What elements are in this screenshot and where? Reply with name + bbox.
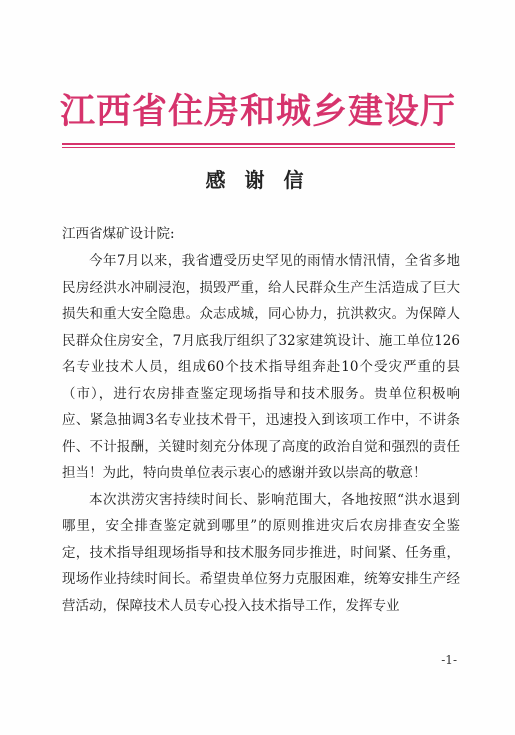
letter-body	[62, 248, 460, 619]
letterhead-rule-thin	[62, 147, 455, 148]
page-number: -1-	[441, 653, 457, 667]
document-title: 感 谢 信	[205, 168, 310, 192]
salutation: 江西省煤矿设计院:	[62, 226, 175, 242]
letterhead-rule-thick	[62, 143, 455, 145]
body-paragraph: 本次洪涝灾害持续时间长、影响范围大，各地按照“洪水退到哪里，安全排查鉴定就到哪里”的原则推进灾后农房排查安全鉴定，技术指导组现场指导和技术服务同步推进，时间紧、任务重，现场作业持续时间长。希望贵单位努力克服困难，统筹安排生产经营活动，保障技术人员专心投入技术指导工作，发挥专业	[62, 491, 460, 614]
body-paragraph: 今年7月以来，我省遭受历史罕见的雨情水情汛情，全省多地民房经洪水冲刷浸泡，损毁严重，给人民群众生产生活造成了巨大损失和重大安全隐患。众志成城，同心协力，抗洪救灾。为保障人民群众住房安全，7月底我厅组织了32家建筑设计、施工单位126名专业技术人员，组成60个技术指导组奔赴10个受灾严重的县（市），进行农房排查鉴定现场指导和技术服务。贵单位积极响应、紧急抽调3名专业技术骨干，迅速投入到该项工作中，不讲条件、不计报酬，关键时刻充分体现了高度的政治自觉和强烈的责任担当！为此，特向贵单位表示衷心的感谢并致以崇高的敬意！	[62, 253, 460, 481]
letterhead-org-name: 江西省住房和城乡建设厅	[59, 91, 456, 132]
